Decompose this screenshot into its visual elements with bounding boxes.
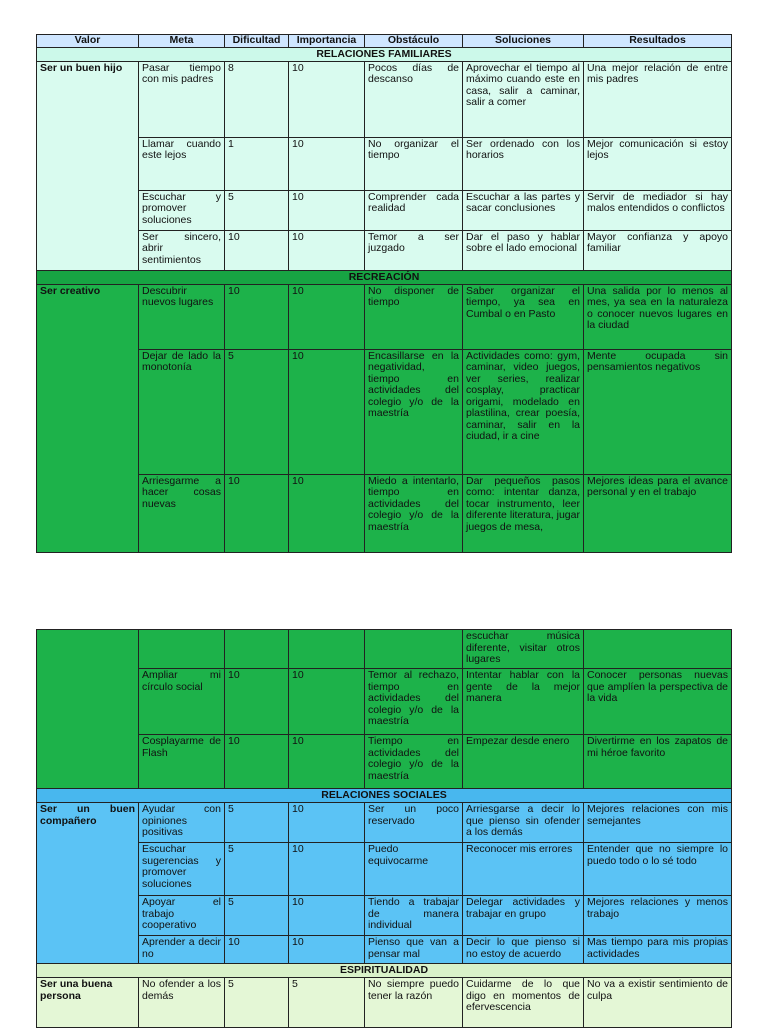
obstaculo-cell: Miedo a intentarlo, tiempo en actividades del colegio y/o de la maestría (365, 474, 463, 552)
section-row-sociales (37, 789, 732, 803)
resultados-cell: Mejores ideas para el avance personal y en el trabajo (584, 474, 732, 552)
importancia-cell: 10 (289, 669, 365, 735)
resultados-cell: Mejor comunicación si estoy lejos (584, 137, 732, 190)
section-row-familiares (37, 47, 732, 61)
goals-table-page-2 (36, 629, 732, 1028)
resultados-cell: Mente ocupada sin pensamientos negativos (584, 349, 732, 474)
table-row (37, 190, 732, 230)
table-row (37, 474, 732, 552)
dificultad-cell: 10 (225, 936, 289, 964)
resultados-cell: Mas tiempo para mis propias actividades (584, 936, 732, 964)
section-title-recreacion: RECREACIÓN (37, 270, 732, 284)
header-row (37, 35, 732, 48)
table-row (37, 978, 732, 1028)
importancia-cell: 10 (289, 284, 365, 349)
importancia-cell: 10 (289, 843, 365, 896)
valor-cell-sociales: Ser un buen compañero (37, 803, 139, 964)
meta-cell: Ayudar con opiniones positivas (139, 803, 225, 843)
obstaculo-cell: Encasillarse en la negatividad, tiempo en actividades del colegio y/o de la maestría (365, 349, 463, 474)
obstaculo-cell (365, 630, 463, 669)
table-row (37, 61, 732, 137)
obstaculo-cell: No organizar el tiempo (365, 137, 463, 190)
importancia-cell (289, 630, 365, 669)
dificultad-cell: 10 (225, 474, 289, 552)
soluciones-cell: Dar pequeños pasos como: intentar danza, tocar instrumento, leer diferente literatura, jugar juegos de mesa, (463, 474, 584, 552)
soluciones-cell: Arriesgarse a decir lo que pienso sin ofender a los demás (463, 803, 584, 843)
importancia-cell: 10 (289, 349, 365, 474)
header-resultados: Resultados (584, 35, 732, 48)
table-row-continuation (37, 630, 732, 669)
resultados-cell: Conocer personas nuevas que amplíen la perspectiva de la vida (584, 669, 732, 735)
header-dificultad: Dificultad (225, 35, 289, 48)
table-row (37, 230, 732, 270)
soluciones-cell: Dar el paso y hablar sobre el lado emocional (463, 230, 584, 270)
resultados-cell: Mejores relaciones con mis semejantes (584, 803, 732, 843)
obstaculo-cell: Tiempo en actividades del colegio y/o de la maestría (365, 735, 463, 789)
meta-cell: Escuchar y promover soluciones (139, 190, 225, 230)
obstaculo-cell: Tiendo a trabajar de manera individual (365, 896, 463, 936)
importancia-cell: 10 (289, 474, 365, 552)
obstaculo-cell: Puedo equivocarme (365, 843, 463, 896)
meta-cell: Aprender a decir no (139, 936, 225, 964)
importancia-cell: 10 (289, 896, 365, 936)
soluciones-cell: Escuchar a las partes y sacar conclusiones (463, 190, 584, 230)
header-soluciones: Soluciones (463, 35, 584, 48)
dificultad-cell: 10 (225, 669, 289, 735)
meta-cell (139, 630, 225, 669)
section-row-espiritualidad (37, 964, 732, 978)
soluciones-cell: Decir lo que pienso si no estoy de acuerdo (463, 936, 584, 964)
meta-cell: Escuchar sugerencias y promover soluciones (139, 843, 225, 896)
obstaculo-cell: No disponer de tiempo (365, 284, 463, 349)
resultados-cell: Mejores relaciones y menos trabajo (584, 896, 732, 936)
dificultad-cell: 1 (225, 137, 289, 190)
soluciones-cell: Saber organizar el tiempo, ya sea en Cumbal o en Pasto (463, 284, 584, 349)
meta-cell: Cosplayarme de Flash (139, 735, 225, 789)
table-row (37, 284, 732, 349)
meta-cell: Arriesgarme a hacer cosas nuevas (139, 474, 225, 552)
header-importancia: Importancia (289, 35, 365, 48)
obstaculo-cell: No siempre puedo tener la razón (365, 978, 463, 1028)
meta-cell: Ampliar mi círculo social (139, 669, 225, 735)
soluciones-cell: Actividades como: gym, caminar, video juegos, ver series, realizar cosplay, practicar origami, modelado en plastilina, crear poesía, caminar, salir en la ciudad, ir a cine (463, 349, 584, 474)
importancia-cell: 5 (289, 978, 365, 1028)
meta-cell: Apoyar el trabajo cooperativo (139, 896, 225, 936)
table-row (37, 843, 732, 896)
table-row (37, 669, 732, 735)
meta-cell: Ser sincero, abrir sentimientos (139, 230, 225, 270)
goals-table-page-1 (36, 34, 732, 553)
soluciones-cell: Delegar actividades y trabajar en grupo (463, 896, 584, 936)
resultados-cell (584, 630, 732, 669)
table-row (37, 349, 732, 474)
valor-cell-familiares: Ser un buen hijo (37, 61, 139, 270)
section-title-familiares: RELACIONES FAMILIARES (37, 47, 732, 61)
dificultad-cell: 5 (225, 349, 289, 474)
dificultad-cell: 10 (225, 735, 289, 789)
resultados-cell: Divertirme en los zapatos de mi héroe favorito (584, 735, 732, 789)
table-row (37, 803, 732, 843)
resultados-cell: Una salida por lo menos al mes, ya sea en la naturaleza o conocer nuevos lugares en la ciudad (584, 284, 732, 349)
importancia-cell: 10 (289, 137, 365, 190)
resultados-cell: No va a existir sentimiento de culpa (584, 978, 732, 1028)
soluciones-cell: Empezar desde enero (463, 735, 584, 789)
header-meta: Meta (139, 35, 225, 48)
soluciones-cell: Aprovechar el tiempo al máximo cuando este en casa, salir a caminar, salir a comer (463, 61, 584, 137)
section-title-espiritualidad: ESPIRITUALIDAD (37, 964, 732, 978)
soluciones-cell: Reconocer mis errores (463, 843, 584, 896)
soluciones-cell: escuchar música diferente, visitar otros lugares (463, 630, 584, 669)
importancia-cell: 10 (289, 230, 365, 270)
section-row-recreacion (37, 270, 732, 284)
soluciones-cell: Ser ordenado con los horarios (463, 137, 584, 190)
soluciones-cell: Intentar hablar con la gente de la mejor manera (463, 669, 584, 735)
table-row (37, 735, 732, 789)
table-row (37, 896, 732, 936)
table-row (37, 137, 732, 190)
obstaculo-cell: Pienso que van a pensar mal (365, 936, 463, 964)
dificultad-cell: 10 (225, 230, 289, 270)
valor-cell-recreacion: Ser creativo (37, 284, 139, 552)
header-obstaculo: Obstáculo (365, 35, 463, 48)
meta-cell: Dejar de lado la monotonía (139, 349, 225, 474)
resultados-cell: Mayor confianza y apoyo familiar (584, 230, 732, 270)
importancia-cell: 10 (289, 803, 365, 843)
table-row (37, 936, 732, 964)
dificultad-cell (225, 630, 289, 669)
dificultad-cell: 5 (225, 190, 289, 230)
importancia-cell: 10 (289, 735, 365, 789)
obstaculo-cell: Ser un poco reservado (365, 803, 463, 843)
importancia-cell: 10 (289, 936, 365, 964)
dificultad-cell: 8 (225, 61, 289, 137)
dificultad-cell: 5 (225, 803, 289, 843)
obstaculo-cell: Temor a ser juzgado (365, 230, 463, 270)
section-title-sociales: RELACIONES SOCIALES (37, 789, 732, 803)
obstaculo-cell: Comprender cada realidad (365, 190, 463, 230)
meta-cell: Descubrir nuevos lugares (139, 284, 225, 349)
soluciones-cell: Cuidarme de lo que digo en momentos de efervescencia (463, 978, 584, 1028)
valor-cell-espiritualidad: Ser una buena persona (37, 978, 139, 1028)
meta-cell: Pasar tiempo con mis padres (139, 61, 225, 137)
importancia-cell: 10 (289, 61, 365, 137)
meta-cell: No ofender a los demás (139, 978, 225, 1028)
dificultad-cell: 5 (225, 843, 289, 896)
meta-cell: Llamar cuando este lejos (139, 137, 225, 190)
dificultad-cell: 5 (225, 978, 289, 1028)
importancia-cell: 10 (289, 190, 365, 230)
resultados-cell: Servir de mediador si hay malos entendidos o conflictos (584, 190, 732, 230)
dificultad-cell: 5 (225, 896, 289, 936)
dificultad-cell: 10 (225, 284, 289, 349)
header-valor: Valor (37, 35, 139, 48)
obstaculo-cell: Pocos días de descanso (365, 61, 463, 137)
obstaculo-cell: Temor al rechazo, tiempo en actividades del colegio y/o de la maestría (365, 669, 463, 735)
resultados-cell: Una mejor relación de entre mis padres (584, 61, 732, 137)
valor-cell-recreacion-cont (37, 630, 139, 789)
resultados-cell: Entender que no siempre lo puedo todo o lo sé todo (584, 843, 732, 896)
